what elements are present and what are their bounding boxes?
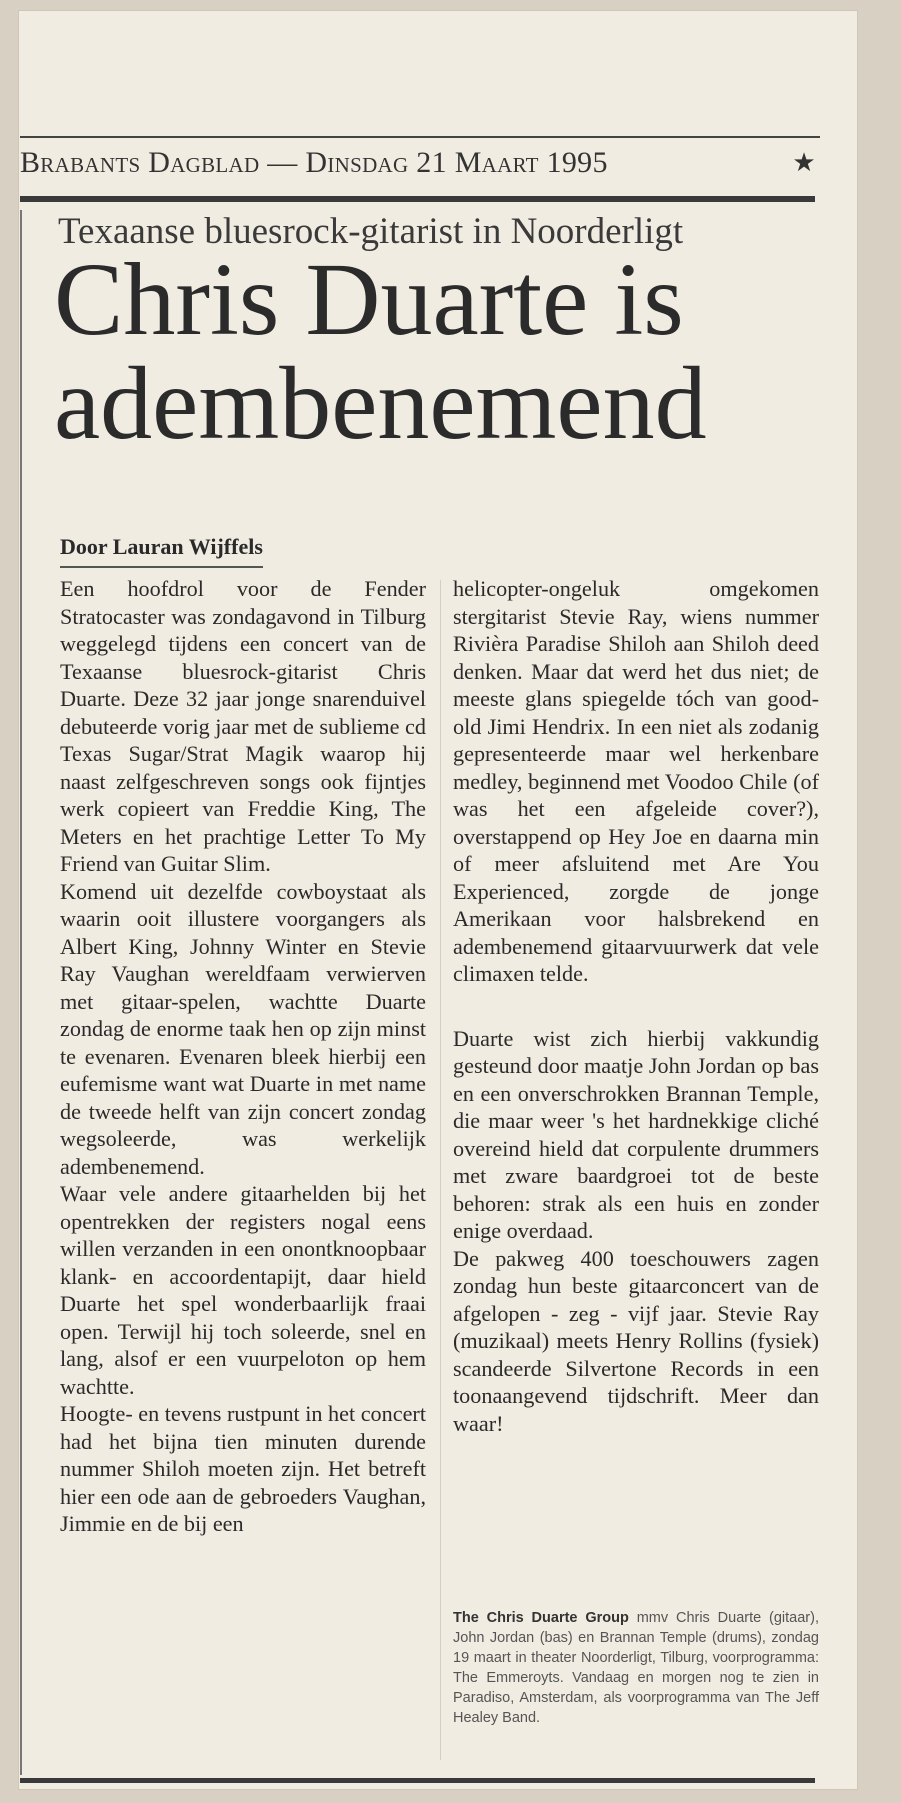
kicker: Texaanse bluesrock-gitarist in Noorderligt xyxy=(58,211,684,252)
left-border-rule xyxy=(20,210,22,1775)
header-rule xyxy=(20,196,815,202)
paragraph: Duarte wist zich hierbij vakkundig gesteund door maatje John Jordan op bas en een onverschrokken Brannan Temple, die maar weer 's het hardnekkige cliché overeind hield dat corpulente drummers met zware baardgroei tot de beste behoren: strak als een huis en zonder enige overdaad. xyxy=(453,1025,819,1243)
photo-caption xyxy=(453,1608,819,1728)
paragraph: Een hoofdrol voor de Fender Stratocaster was zondagavond in Tilburg weggelegd tijdens een concert van de Texaanse bluesrock-gitarist Chris Duarte. Deze 32 jaar jonge snarenduivel debuteerde vorig jaar met de sublieme cd Texas Sugar/Strat Magik waarop hij naast zelfgeschreven songs ook fijntjes werk copieert van Freddie King, The Meters en het prachtige Letter To My Friend van Guitar Slim. xyxy=(60,576,426,876)
star-icon: ★ xyxy=(792,148,816,177)
paragraph: helicopter-ongeluk omgekomen stergitarist Stevie Ray, wiens nummer Rivièra Paradise Shiloh aan Shiloh deed denken. Maar dat werd het dus niet; de meeste glans spiegelde tóch van good-old Jimi Hendrix. In een niet als zodanig gepresenteerde maar wel herkenbare medley, beginnend met Voodoo Chile (of was het een afgeleide cover?), overstappend op Hey Joe en daarna min of meer afsluitend met Are You Experienced, zorgde de jonge Amerikaan voor halsbrekend en adembenemend gitaarvuurwerk dat vele climaxen telde. xyxy=(453,576,819,986)
masthead xyxy=(20,136,820,178)
caption-body: mmv Chris Duarte (gitaar), John Jordan (bas) en Brannan Temple (drums), zondag 19 maart in theater Noorderligt, Tilburg, voorprogramma: The Emmeroyts. Vandaag en morgen nog te zien in Paradiso, Amsterdam, als voorprogramma van The Jeff Healey Band. xyxy=(453,1610,819,1726)
caption-title: The Chris Duarte Group xyxy=(453,1610,629,1626)
paragraph: De pakweg 400 toeschouwers zagen zondag hun beste gitaarconcert van de afgelopen - zeg - vijf jaar. Stevie Ray (muzikaal) meets Henry Rollins (fysiek) scandeerde Silvertone Records in een toonaangevend tijdschrift. Meer dan waar! xyxy=(453,1245,819,1436)
byline: Door Lauran Wijffels xyxy=(60,534,263,568)
paragraph: Hoogte- en tevens rustpunt in het concert had het bijna tien minuten durende nummer Shiloh moeten zijn. Het betreft hier een ode aan de gebroeders Vaughan, Jimmie en de bij een xyxy=(60,1401,426,1536)
article-column-2 xyxy=(453,575,819,1437)
footer-rule xyxy=(20,1778,815,1783)
headline: Chris Duarte is adembenemend xyxy=(54,242,707,461)
paragraph: Waar vele andere gitaarhelden bij het opentrekken der registers nogal eens willen verzanden in een onontknoopbaar klank- en accoordentapijt, daar hield Duarte het spel wonderbaarlijk fraai open. Terwijl hij toch soleerde, snel en lang, alsof er een vuurpeloton op hem wachtte. xyxy=(60,1181,426,1399)
masthead-paper-date: Brabants Dagblad — Dinsdag 21 Maart 1995 xyxy=(20,146,608,179)
article-column-1 xyxy=(60,575,426,1538)
paragraph: Komend uit dezelfde cowboystaat als waarin ooit illustere voorgangers als Albert King, Johnny Winter en Stevie Ray Vaughan wereldfaam verwierven met gitaar-spelen, wachtte Duarte zondag de enorme taak hen op zijn minst te evenaren. Evenaren bleek hierbij een eufemisme want wat Duarte in met name de tweede helft van zijn concert zondag wegsoleerde, was werkelijk adembenemend. xyxy=(60,878,426,1179)
column-divider xyxy=(440,580,441,1760)
